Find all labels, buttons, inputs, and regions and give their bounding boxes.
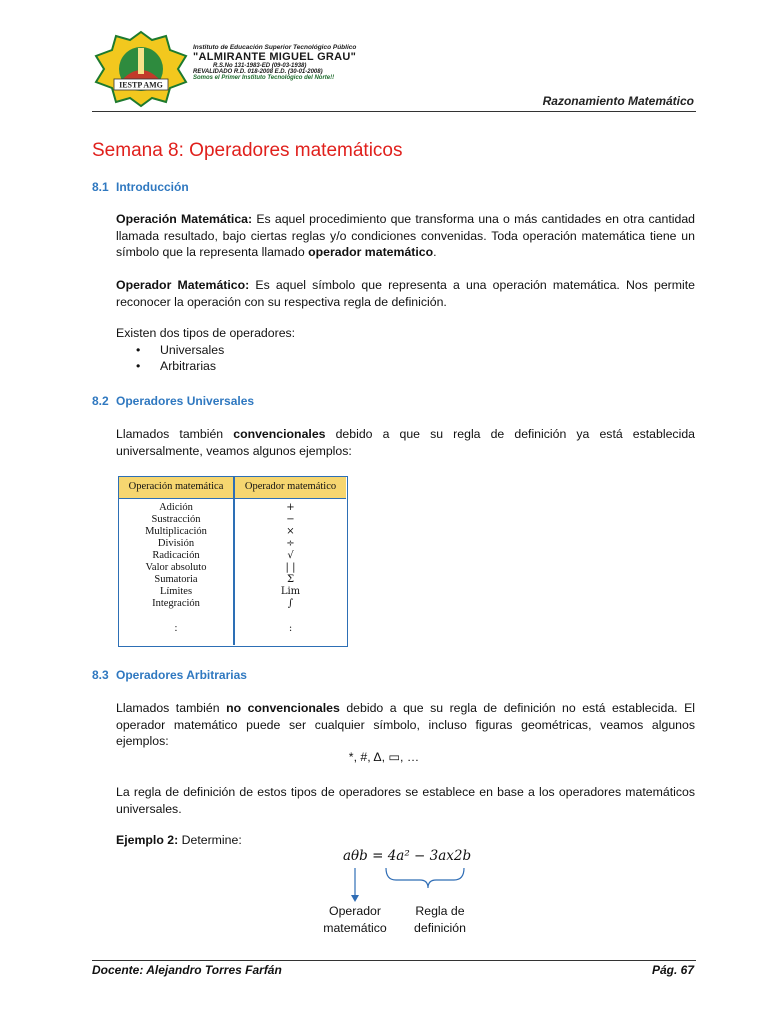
label-rule-line1: Regla de	[415, 904, 465, 918]
table-cell-operation: Sumatoria	[154, 574, 198, 585]
term-operacion: Operación Matemática:	[116, 212, 253, 226]
institute-line3: R.S.No 131-1983-ED (09-03-1938)	[213, 63, 307, 69]
text-arbitrary-a: Llamados también	[116, 701, 227, 715]
example-formula: aθb = 4a² − 3ax2b	[343, 848, 472, 864]
table-cell-operator: −	[286, 514, 295, 525]
operators-table	[118, 476, 348, 647]
label-rule	[400, 903, 480, 937]
institute-block	[193, 44, 383, 81]
label-rule-line2: definición	[414, 921, 466, 935]
table-cell-operation: Multiplicación	[145, 526, 207, 537]
table-cell-operator: √	[287, 550, 294, 561]
page-title: Semana 8: Operadores matemáticos	[92, 140, 403, 161]
section-number: 8.1	[92, 180, 109, 194]
paragraph-arbitrary	[116, 700, 695, 750]
rule-brace	[386, 868, 464, 888]
table-cell-operation: :	[174, 623, 178, 634]
types-intro: Existen dos tipos de operadores:	[116, 326, 296, 340]
institute-line1: Instituto de Educación Superior Tecnológico Público	[193, 44, 357, 51]
table-cell-operation: División	[157, 538, 195, 549]
formula-annotations	[340, 864, 480, 904]
section-number: 8.2	[92, 394, 109, 408]
text-period: .	[433, 245, 437, 259]
institute-name: "ALMIRANTE MIGUEL GRAU"	[193, 51, 357, 63]
term-convencionales: convencionales	[233, 427, 326, 441]
table-cell-operator: Σ	[286, 574, 295, 585]
table-cell-operator: ×	[286, 526, 295, 537]
table-cell-operation: Límites	[159, 586, 193, 597]
table-cell-operator: ∫	[287, 598, 294, 609]
term-operador: Operador Matemático:	[116, 278, 250, 292]
text-operacion: Es aquel procedimiento que transforma una o más cantidades en otra cantidad llamada resultado, bajo ciertas reglas y/o condiciones convenidas. Toda operación matemática tiene un símbolo que la representa llamado	[116, 212, 696, 259]
paragraph-operador-matematico	[116, 277, 695, 310]
paragraph-operacion-matematica	[116, 211, 695, 261]
table-cell-operation: Adición	[159, 502, 193, 513]
section-number: 8.3	[92, 668, 109, 682]
table-cell-operation: Radicación	[152, 550, 200, 561]
institute-logo	[92, 30, 190, 108]
section-heading-universal	[92, 394, 254, 408]
term-operador-bold: operador matemático	[308, 245, 434, 259]
footer-teacher: Docente: Alejandro Torres Farfán	[92, 963, 282, 977]
example-label: Ejemplo 2:	[116, 833, 179, 847]
label-operator	[315, 903, 395, 937]
table-header-operator: Operador matemático	[244, 481, 337, 492]
label-operator-line1: Operador	[329, 904, 381, 918]
text-arbitrary-b: debido a que su regla de definición no está establecida. El operador matemático puede ser cualquier símbolo, incluso figuras geométricas, veamos algunos ejemplos:	[116, 701, 696, 748]
institute-line4: REVALIDADO R.D. 018-2008 E.D. (30-01-2008)	[193, 69, 323, 75]
table-cell-operation: Valor absoluto	[145, 562, 207, 573]
table-cell-operation: Sustracción	[151, 514, 201, 525]
table-cell-operation: Integración	[152, 598, 200, 609]
table-cell-operator: :	[288, 623, 293, 634]
table-cell-operator: ÷	[286, 538, 295, 549]
text-universal-b: debido a que su regla de definición ya está establecida universalmente, veamos algunos ejemplos:	[116, 427, 695, 458]
paragraph-universal	[116, 426, 695, 459]
example-text: Determine:	[178, 833, 242, 847]
types-list	[116, 325, 295, 375]
text-universal-a: Llamados también	[116, 427, 234, 441]
table-cell-operator: | |	[285, 562, 296, 573]
logo-text: IESTP AMG	[119, 80, 163, 90]
header-divider	[92, 111, 696, 112]
example-symbols: *, #, Δ, ▭, …	[348, 750, 420, 764]
section-title: Operadores Arbitrarias	[116, 668, 247, 682]
example-heading	[116, 832, 695, 849]
paragraph-rule: La regla de definición de estos tipos de operadores se establece en base a los operadores matemáticos universales.	[116, 785, 695, 816]
table-cell-operator: +	[286, 502, 295, 513]
term-no-convencionales: no convencionales	[226, 701, 340, 715]
section-title: Introducción	[116, 180, 189, 194]
text-operador: Es aquel símbolo que representa a una operación matemática. Nos permite reconocer la operación con su respectiva regla de definición.	[116, 278, 696, 309]
section-heading-intro	[92, 180, 189, 194]
footer-page-number: Pág. 67	[651, 963, 694, 977]
section-title: Operadores Universales	[116, 394, 255, 408]
label-operator-line2: matemático	[323, 921, 387, 935]
course-name: Razonamiento Matemático	[542, 94, 694, 108]
list-item: • Universales	[116, 342, 295, 359]
table-cell-operator: Lim	[280, 586, 301, 597]
list-item: • Arbitrarias	[116, 358, 295, 375]
table-header-operation: Operación matemática	[128, 481, 224, 492]
institute-motto: Somos el Primer Instituto Tecnológico del Norte!!	[193, 75, 335, 81]
footer-divider	[92, 960, 696, 961]
operator-arrow-head	[351, 895, 359, 902]
section-heading-arbitrary	[92, 668, 247, 682]
